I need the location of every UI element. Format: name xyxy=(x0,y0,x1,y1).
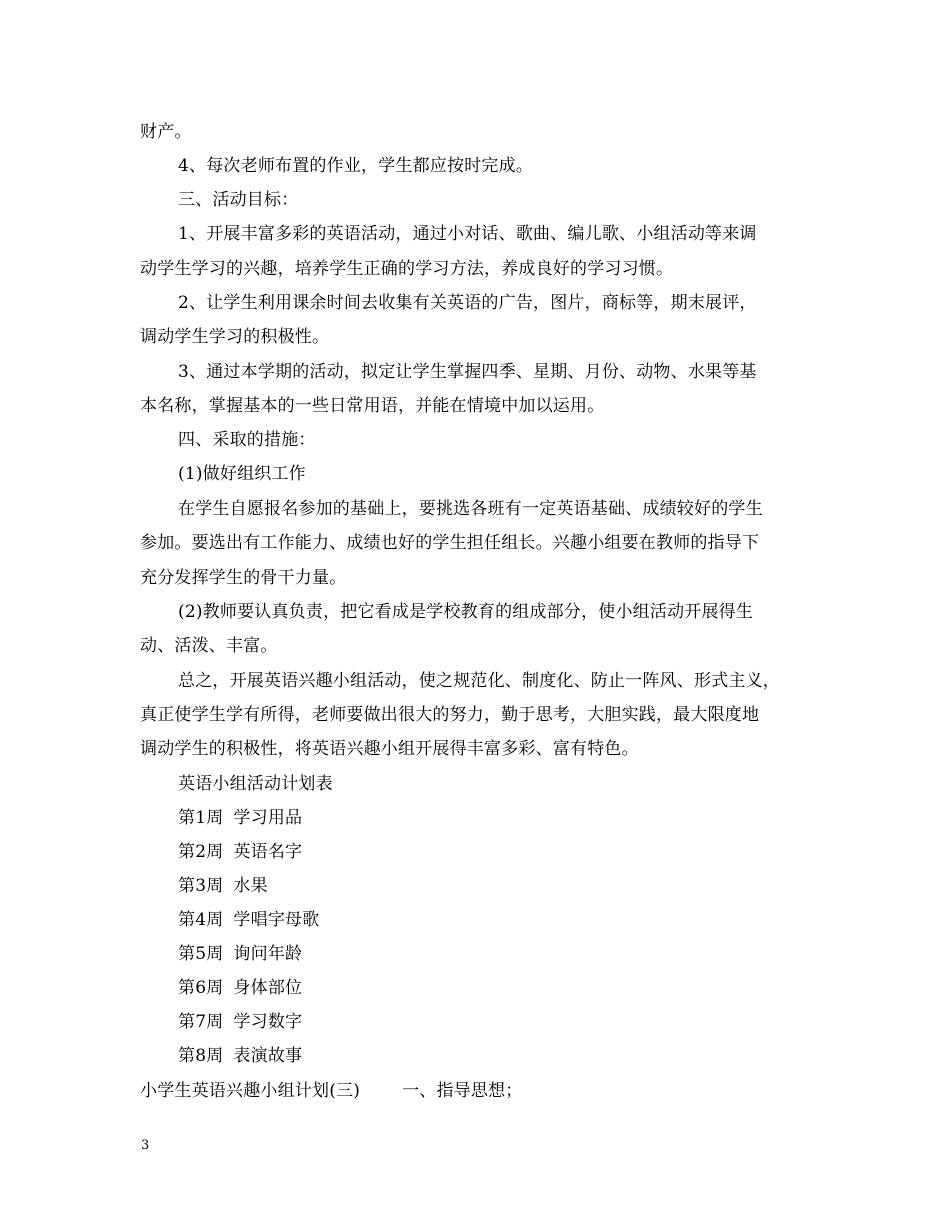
schedule-row xyxy=(178,806,302,830)
body-line: 动、活泼、丰富。 xyxy=(140,636,278,656)
body-line: 1、开展丰富多彩的英语活动，通过小对话、歌曲、编儿歌、小组活动等来调 xyxy=(178,224,757,244)
schedule-week: 第5周 xyxy=(178,944,224,964)
schedule-row xyxy=(178,942,302,966)
body-line: 参加。要选出有工作能力、成绩也好的学生担任组长。兴趣小组要在教师的指导下 xyxy=(140,533,760,553)
body-line: (2)教师要认真负责，把它看成是学校教育的组成部分，使小组活动开展得生 xyxy=(178,602,754,622)
section-heading: 四、采取的措施： xyxy=(178,430,316,450)
schedule-week: 第2周 xyxy=(178,842,224,862)
schedule-row xyxy=(178,840,302,864)
schedule-week: 第8周 xyxy=(178,1046,224,1066)
body-line: 2、让学生利用课余时间去收集有关英语的广告，图片，商标等，期末展评， xyxy=(178,293,757,313)
page-number: 3 xyxy=(141,1138,150,1153)
next-plan-heading: 一、指导思想； xyxy=(402,1081,523,1101)
schedule-topic: 学习数字 xyxy=(233,1012,303,1032)
next-plan-title: 小学生英语兴趣小组计划(三) xyxy=(140,1081,361,1101)
schedule-week: 第1周 xyxy=(178,808,224,828)
schedule-topic: 身体部位 xyxy=(233,978,303,998)
body-line: 总之，开展英语兴趣小组活动，使之规范化、制度化、防止一阵风、形式主义， xyxy=(178,671,780,691)
schedule-week: 第3周 xyxy=(178,876,224,896)
schedule-title: 英语小组活动计划表 xyxy=(178,774,333,794)
body-line: 调动学生学习的积极性。 xyxy=(140,327,330,347)
next-plan-line xyxy=(140,1079,522,1103)
schedule-row xyxy=(178,874,268,898)
schedule-row xyxy=(178,1010,302,1034)
body-line: 调动学生的积极性，将英语兴趣小组开展得丰富多彩、富有特色。 xyxy=(140,739,639,759)
schedule-topic: 学习用品 xyxy=(233,808,303,828)
body-line: 充分发挥学生的骨干力量。 xyxy=(140,568,347,588)
schedule-topic: 英语名字 xyxy=(233,842,303,862)
body-line: 真正使学生学有所得，老师要做出很大的努力，勤于思考，大胆实践，最大限度地 xyxy=(140,705,760,725)
body-line: 财产。 xyxy=(140,122,192,142)
body-line: 4、每次老师布置的作业，学生都应按时完成。 xyxy=(178,156,534,176)
body-line: 在学生自愿报名参加的基础上，要挑选各班有一定英语基础、成绩较好的学生 xyxy=(178,499,763,519)
schedule-week: 第4周 xyxy=(178,910,224,930)
schedule-week: 第6周 xyxy=(178,978,224,998)
schedule-topic: 水果 xyxy=(233,876,268,896)
schedule-row xyxy=(178,976,302,1000)
body-line: 3、通过本学期的活动，拟定让学生掌握四季、星期、月份、动物、水果等基 xyxy=(178,362,757,382)
schedule-row xyxy=(178,908,319,932)
schedule-week: 第7周 xyxy=(178,1012,224,1032)
body-line: 动学生学习的兴趣，培养学生正确的学习方法，养成良好的学习习惯。 xyxy=(140,259,674,279)
schedule-topic: 学唱字母歌 xyxy=(233,910,320,930)
schedule-topic: 表演故事 xyxy=(233,1046,303,1066)
schedule-row xyxy=(178,1044,302,1068)
body-line: 本名称，掌握基本的一些日常用语，并能在情境中加以运用。 xyxy=(140,396,605,416)
section-heading: 三、活动目标： xyxy=(178,190,299,210)
subsection-heading: (1)做好组织工作 xyxy=(178,464,306,484)
schedule-topic: 询问年龄 xyxy=(233,944,303,964)
